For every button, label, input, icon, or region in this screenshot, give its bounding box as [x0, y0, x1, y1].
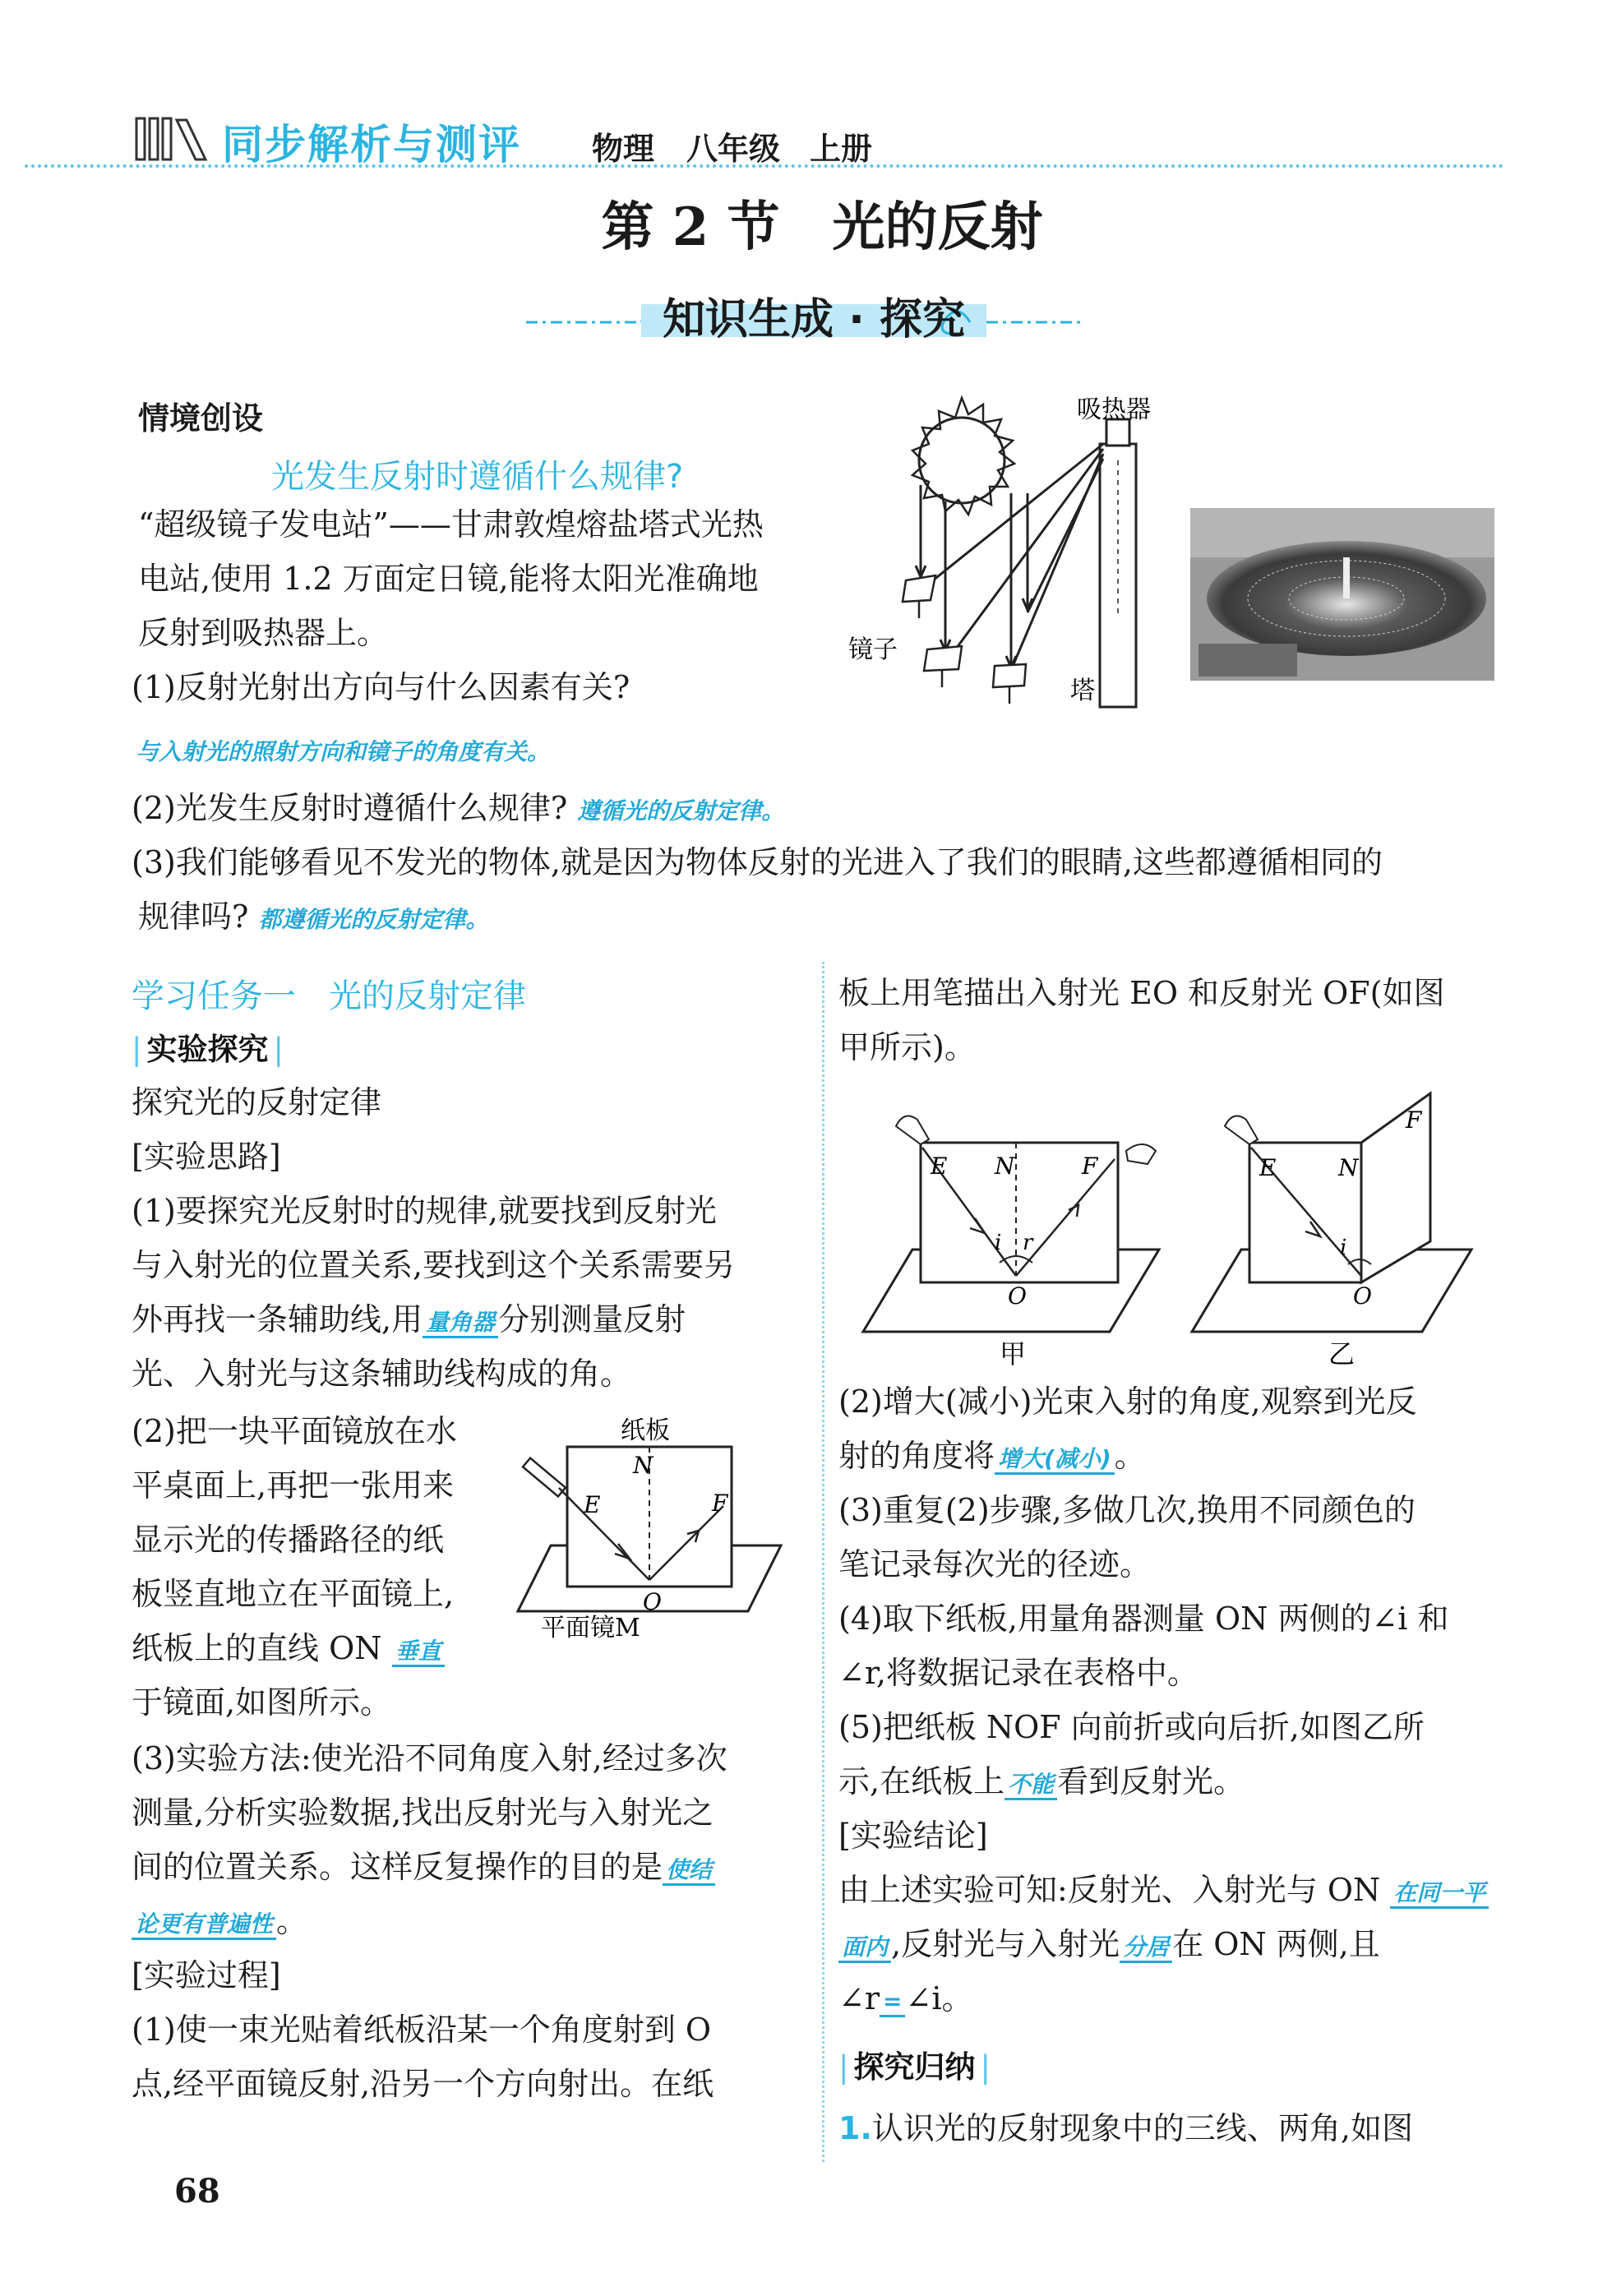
mirror-label: 镜子: [848, 635, 898, 664]
process4-line1: (4)取下纸板,用量角器测量 ON 两侧的∠i 和: [838, 1601, 1449, 1637]
process1-line4: 甲所示)。: [838, 1029, 976, 1065]
scenario-q3-line1: (3)我们能够看见不发光的物体,就是因为物体反射的光进入了我们的眼睛,这些都遵循相同的: [132, 844, 1383, 880]
idea3-line4: [132, 1894, 307, 1952]
process2-line2: [838, 1429, 1146, 1486]
process5-line2-pre: 示,在纸板上: [838, 1763, 1005, 1799]
conclusion-answer-4: =: [880, 1988, 905, 2017]
jia-label-r: r: [1023, 1231, 1033, 1255]
task1-title: 学习任务一 光的反射定律: [132, 977, 526, 1015]
idea2-answer: 垂直: [392, 1638, 445, 1667]
label-o: O: [643, 1588, 662, 1615]
idea2-line1: (2)把一块平面镜放在水: [132, 1413, 457, 1449]
scenario-a3: 都遵循光的反射定律。: [258, 906, 489, 933]
conclusion-answer-2: 面内: [838, 1933, 891, 1963]
process5-line1: (5)把纸板 NOF 向前折或向后折,如图乙所: [838, 1709, 1425, 1745]
yi-caption: 乙: [1328, 1338, 1356, 1370]
idea2-line6: 于镜面,如图所示。: [132, 1684, 392, 1721]
summary-number: 1.: [838, 2110, 872, 2146]
conclusion-line1: [838, 1863, 1489, 1920]
tag-summary: | 探究归纳 |: [834, 2042, 995, 2086]
idea1-line3-post: 分别测量反射: [498, 1301, 686, 1337]
tag-experiment: | 实验探究 |: [127, 1024, 289, 1069]
idea3-line2: 测量,分析实验数据,找出反射光与入射光之: [132, 1795, 714, 1831]
conclusion-line1-pre: 由上述实验可知:反射光、入射光与 ON: [838, 1872, 1381, 1908]
jia-label-n: N: [995, 1153, 1015, 1180]
jia-label-e: E: [931, 1153, 948, 1180]
scenario-heading: 情境创设: [138, 400, 264, 437]
section-banner: [510, 271, 1102, 345]
idea2-line2: 平桌面上,再把一张用来: [132, 1467, 455, 1504]
idea1-line3-pre: 外再找一条辅助线,用: [132, 1301, 423, 1337]
hand-laser-icon: [896, 1116, 929, 1145]
header-volume: 上册: [810, 131, 873, 167]
idea3-line3-pre: 间的位置关系。这样反复操作的目的是: [132, 1849, 663, 1885]
idea-heading: [实验思路]: [132, 1139, 281, 1175]
solar-plant-photo: [1190, 508, 1494, 681]
yi-label-n: N: [1338, 1154, 1359, 1181]
header-grade: 八年级: [686, 131, 781, 167]
idea2-line5-pre: 纸板上的直线 ON: [132, 1630, 382, 1666]
scenario-intro-1: “超级镜子发电站”——甘肃敦煌熔盐塔式光热: [138, 506, 764, 543]
idea3-line3: [132, 1840, 715, 1897]
scenario-q2-text: (2)光发生反射时遵循什么规律?: [132, 790, 568, 826]
scenario-q1: (1)反射光射出方向与什么因素有关?: [132, 669, 630, 705]
tower-label: 塔: [1070, 677, 1095, 705]
jia-label-o: O: [1008, 1282, 1027, 1310]
idea3-answer-1: 使结: [663, 1856, 715, 1886]
scenario-q2: [132, 781, 784, 838]
page-number: 68: [174, 2172, 220, 2211]
summary-text: 认识光的反射现象中的三线、两角,如图: [871, 2110, 1413, 2146]
conclusion-heading: [实验结论]: [838, 1818, 988, 1854]
idea3-answer-2: 论更有普遍性: [132, 1910, 276, 1940]
conclusion-line3: [838, 1971, 972, 2029]
hand-laser-icon-2: [1225, 1116, 1258, 1145]
scenario-q3-text: 规律吗?: [138, 899, 249, 935]
conclusion-line3-pre: ∠r: [838, 1980, 880, 2017]
summary-line1: [838, 2101, 1413, 2155]
idea3-line1: (3)实验方法:使光沿不同角度入射,经过多次: [132, 1740, 727, 1776]
process2-line1: (2)增大(减小)光束入射的角度,观察到光反: [838, 1384, 1417, 1420]
yi-label-e: E: [1259, 1154, 1277, 1181]
label-e: E: [584, 1491, 601, 1518]
header-divider: [25, 164, 1504, 168]
process1-line2: 点,经平面镜反射,沿另一个方向射出。在纸: [132, 2066, 714, 2102]
conclusion-answer-3: 分居: [1120, 1933, 1172, 1963]
jia-caption: 甲: [1000, 1338, 1027, 1370]
section-title: 第 2 节 光的反射: [601, 196, 1043, 258]
task1-topic: 探究光的反射定律: [132, 1084, 382, 1120]
yi-label-f: F: [1406, 1106, 1422, 1134]
label-mirror-m: 平面镜M: [541, 1614, 640, 1642]
board-mirror-diagram: [501, 1397, 797, 1644]
process2-answer: 增大(减小): [995, 1445, 1115, 1475]
scenario-a2: 遵循光的反射定律。: [577, 797, 785, 825]
scenario-intro-3: 反射到吸热器上。: [138, 615, 389, 651]
figure-jia: [855, 1102, 1184, 1370]
jia-label-f: F: [1082, 1153, 1098, 1180]
jia-label-i: i: [995, 1231, 1002, 1255]
book-logo-icon: [132, 113, 222, 163]
scenario-question: 光发生反射时遵循什么规律?: [271, 458, 684, 496]
process5-line2-post: 看到反射光。: [1057, 1763, 1245, 1799]
process3-line1: (3)重复(2)步骤,多做几次,换用不同颜色的: [838, 1492, 1416, 1528]
process2-line2-pre: 射的角度将: [838, 1438, 995, 1474]
idea2-line4: 板竖直地立在平面镜上,: [132, 1576, 455, 1612]
process3-line2: 笔记录每次光的径迹。: [838, 1546, 1152, 1582]
process2-end: 。: [1114, 1438, 1146, 1474]
idea2-line3: 显示光的传播路径的纸: [132, 1522, 445, 1558]
tower-icon: [1100, 419, 1136, 707]
idea1-line4: 光、入射光与这条辅助线构成的角。: [132, 1356, 632, 1392]
idea1-line3: [132, 1292, 686, 1350]
conclusion-line2-post: 在 ON 两侧,且: [1172, 1926, 1380, 1962]
figure-yi: [1184, 1085, 1496, 1370]
conclusion-line2-mid: ,反射光与入射光: [891, 1926, 1120, 1962]
laser-pointer-icon: [523, 1458, 566, 1497]
series-title: 同步解析与测评: [222, 121, 521, 169]
absorber-label: 吸热器: [1077, 395, 1151, 424]
scenario-intro-2: 电站,使用 1.2 万面定日镜,能将太阳光准确地: [138, 561, 759, 597]
idea1-line2: 与入射光的位置关系,要找到这个关系需要另: [132, 1247, 736, 1283]
process4-line2: ∠r,将数据记录在表格中。: [838, 1655, 1198, 1691]
scenario-q3-line2: [138, 889, 488, 947]
conclusion-line3-post: ∠i。: [905, 1980, 973, 2017]
idea1-answer: 量角器: [423, 1309, 498, 1338]
scenario-a1: 与入射光的照射方向和镜子的角度有关。: [136, 738, 551, 765]
process5-answer: 不能: [1005, 1771, 1057, 1800]
idea2-line5: [132, 1621, 445, 1679]
hand-pen-icon: [1126, 1144, 1156, 1164]
header-subject: 物理: [592, 131, 655, 167]
solar-tower-diagram: [838, 386, 1200, 715]
yi-label-o: O: [1353, 1282, 1372, 1310]
banner-title: 知识生成 · 探究: [663, 295, 965, 344]
yi-label-i: i: [1340, 1236, 1347, 1260]
process1-line1: (1)使一束光贴着纸板沿某一个角度射到 O: [132, 2012, 712, 2048]
sun-icon: [912, 398, 1014, 515]
label-n: N: [633, 1452, 654, 1479]
header: [25, 107, 1504, 173]
idea3-end: 。: [276, 1903, 308, 1939]
conclusion-answer-1: 在同一平: [1390, 1879, 1489, 1909]
process-heading: [实验过程]: [132, 1957, 281, 1993]
label-board: 纸板: [621, 1416, 670, 1445]
process1-line3: 板上用笔描出入射光 EO 和反射光 OF(如图: [838, 975, 1445, 1011]
column-divider: [822, 962, 824, 2162]
idea1-line1: (1)要探究光反射时的规律,就要找到反射光: [132, 1193, 717, 1229]
label-f: F: [712, 1490, 728, 1517]
conclusion-line2: [838, 1917, 1380, 1975]
process5-line2: [838, 1754, 1245, 1812]
